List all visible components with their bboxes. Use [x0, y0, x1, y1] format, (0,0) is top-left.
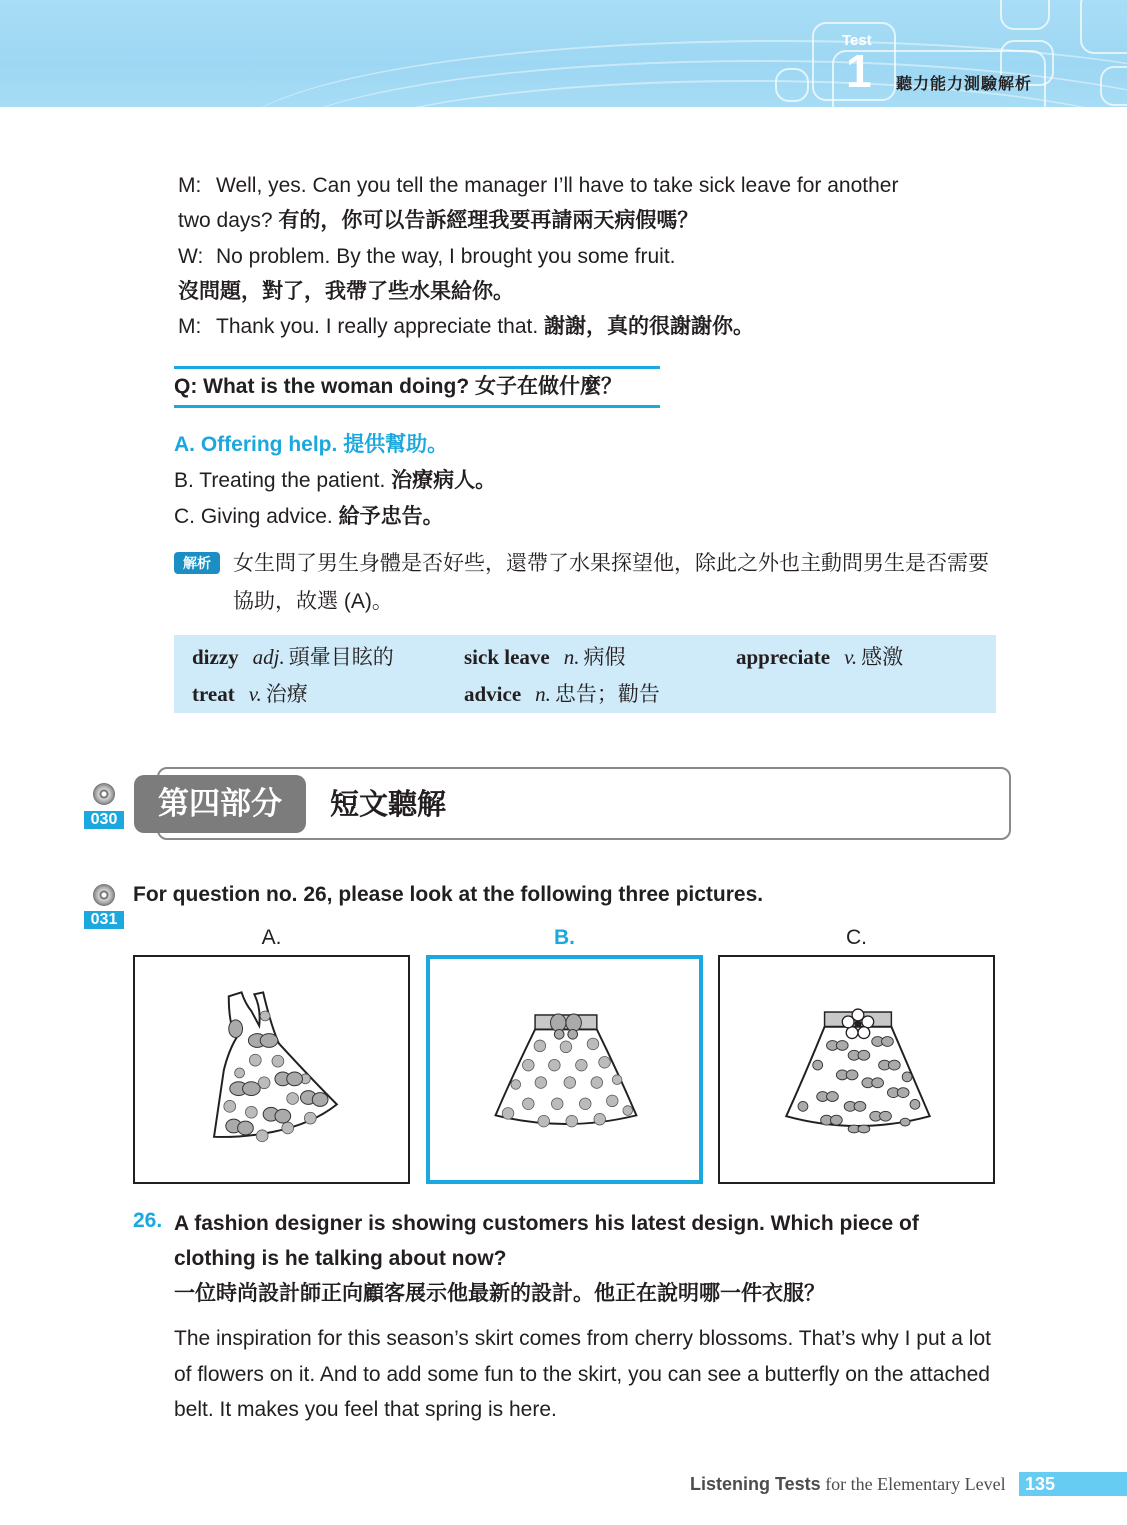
banner-decor-square	[775, 68, 809, 102]
vocab-word: sick leave	[464, 645, 550, 669]
question-text: Q: What is the woman doing? 女子在做什麼？	[174, 366, 660, 408]
dialogue-chinese: 沒問題，對了，我帶了些水果給你。	[178, 280, 514, 303]
banner-decor-square	[1080, 0, 1127, 54]
question-number: 26.	[133, 1209, 163, 1232]
dress-illustration	[135, 957, 408, 1182]
vocab-entry	[192, 643, 394, 672]
vocab-entry	[736, 643, 903, 672]
book-title-footer	[690, 1472, 1006, 1496]
chapter-title: 聽力能力測驗解析	[896, 76, 1033, 93]
vocab-pos: adj.	[252, 645, 285, 669]
footer-title-rest: for the Elementary Level	[820, 1474, 1006, 1494]
cd-icon[interactable]	[93, 884, 115, 906]
dialogue-line	[178, 239, 676, 274]
banner-decor-square	[1000, 0, 1050, 30]
option-b	[174, 466, 496, 496]
vocab-entry	[464, 680, 660, 709]
skirt-illustration	[720, 957, 993, 1182]
vocab-meaning: 治療	[265, 683, 308, 706]
option-label: B. Treating the patient.	[174, 469, 386, 492]
picture-label-b: B.	[554, 926, 575, 949]
footer-title-bold: Listening Tests	[690, 1474, 821, 1494]
dialogue-line-continued	[178, 274, 514, 309]
section-title: 短文聽解	[330, 787, 447, 821]
option-chinese: 治療病人。	[391, 469, 497, 492]
vocab-word: treat	[192, 682, 235, 706]
vocab-word: advice	[464, 682, 522, 706]
dialogue-english: two days?	[178, 209, 273, 232]
cd-icon[interactable]	[93, 783, 115, 805]
test-label: Test	[842, 32, 872, 49]
dialogue-line	[178, 168, 898, 203]
dialogue-line	[178, 309, 754, 344]
question-english: A fashion designer is showing customers his latest design. Which piece of clothing is he talking about now?	[174, 1212, 919, 1270]
question-chinese: 一位時尚設計師正向顧客展示他最新的設計。他正在說明哪一件衣服？	[174, 1282, 825, 1305]
page-number: 135	[1019, 1472, 1127, 1496]
page-header-banner	[0, 0, 1127, 107]
picture-label-c: C.	[846, 926, 867, 949]
vocab-word: dizzy	[192, 645, 239, 669]
test-number: 1	[846, 45, 872, 97]
audio-script: The inspiration for this season’s skirt comes from cherry blossoms. That’s why I put a lot of flowers on it. And to add some fun to the skirt, you can see a butterfly on the attached belt. It makes you feel that spring is here.	[174, 1327, 991, 1421]
question-26	[174, 1206, 1004, 1311]
dialogue-chinese: 有的，你可以告訴經理我要再請兩天病假嗎？	[278, 209, 699, 232]
dialogue-english: No problem. By the way, I brought you some fruit.	[216, 245, 676, 268]
option-c	[174, 502, 444, 532]
vocab-meaning: 感激	[861, 646, 904, 669]
vocab-pos: n.	[563, 645, 580, 669]
vocab-meaning: 病假	[583, 646, 626, 669]
dialogue-line-continued	[178, 203, 698, 238]
vocab-entry	[192, 680, 308, 709]
vocab-pos: v.	[844, 645, 858, 669]
vocab-meaning: 忠告；勸告	[554, 683, 660, 706]
vocab-word: appreciate	[736, 645, 831, 669]
dialogue-english: Thank you. I really appreciate that.	[216, 315, 539, 338]
speaker-label: M:	[178, 315, 202, 338]
speaker-label: M:	[178, 174, 202, 197]
explanation-badge: 解析	[174, 552, 220, 574]
option-chinese: 給予忠告。	[338, 505, 444, 528]
audio-track-number[interactable]: 030	[84, 811, 124, 829]
speaker-label: W:	[178, 245, 204, 268]
dialogue-chinese: 謝謝，真的很謝謝你。	[544, 315, 755, 338]
option-label: A. Offering help.	[174, 433, 338, 456]
picture-a-dress[interactable]	[133, 955, 410, 1184]
vocab-meaning: 頭暈目眩的	[288, 646, 394, 669]
picture-label-a: A.	[261, 926, 282, 949]
dialogue-english: Well, yes. Can you tell the manager I’ll have to take sick leave for another	[216, 174, 899, 197]
vocab-pos: v.	[248, 682, 262, 706]
explanation-text: 女生問了男生身體是否好些，還帶了水果探望他，除此之外也主動問男生是否需要協助，故選 (A)。	[233, 552, 989, 613]
option-label: C. Giving advice.	[174, 505, 333, 528]
option-chinese: 提供幫助。	[343, 433, 449, 456]
picture-b-skirt-correct[interactable]	[426, 955, 703, 1184]
banner-decor-square	[1100, 66, 1127, 106]
section-part-tab: 第四部分	[134, 775, 306, 833]
vocab-entry	[464, 643, 625, 672]
vocab-pos: n.	[535, 682, 551, 706]
vocabulary-box	[174, 635, 996, 713]
audio-track-number[interactable]: 031	[84, 911, 124, 929]
instruction-text: For question no. 26, please look at the following three pictures.	[133, 883, 764, 906]
skirt-illustration	[430, 959, 699, 1180]
picture-c-skirt[interactable]	[718, 955, 995, 1184]
option-a-correct	[174, 430, 448, 460]
